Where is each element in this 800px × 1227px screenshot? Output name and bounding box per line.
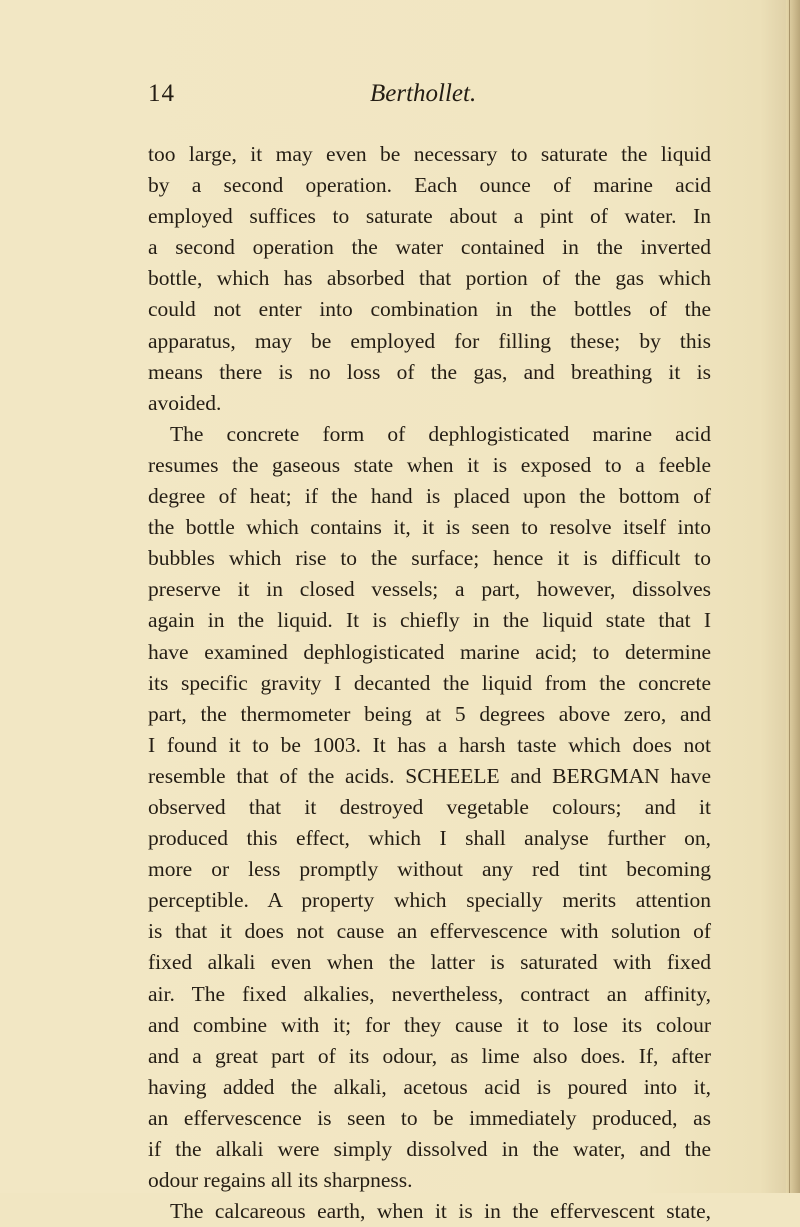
- text-line: apparatus, may be employed for filling these; by this: [148, 328, 711, 353]
- text-line: have examined dephlogisticated marine acid; to determine: [148, 639, 711, 664]
- text-line: if the alkali were simply dissolved in the water, and the: [148, 1137, 711, 1161]
- text-line: employed suffices to saturate about a pint of water. In: [148, 204, 711, 229]
- text-line: means there is no loss of the gas, and breathing it is: [148, 359, 711, 384]
- text-line: its specific gravity I decanted the liquid from the concrete: [148, 670, 711, 695]
- page-header: [148, 80, 708, 120]
- text-line: observed that it destroyed vegetable colours; and it: [148, 794, 711, 819]
- text-line: odour regains all its sharpness.: [148, 1168, 413, 1193]
- text-line: I found it to be 1003. It has a harsh taste which does not: [148, 732, 711, 757]
- text-line: the bottle which contains it, it is seen to resolve itself into: [148, 515, 711, 540]
- text-line: is that it does not cause an effervescence with solution of: [148, 919, 711, 944]
- text-line: having added the alkali, acetous acid is poured into it,: [148, 1074, 711, 1099]
- text-line: air. The fixed alkalies, nevertheless, contract an affinity,: [148, 981, 711, 1006]
- text-line: more or less promptly without any red tint becoming: [148, 857, 711, 882]
- text-line: bottle, which has absorbed that portion of the gas which: [148, 266, 711, 291]
- text-line: and a great part of its odour, as lime also does. If, after: [148, 1043, 711, 1068]
- text-line: preserve it in closed vessels; a part, however, dissolves: [148, 577, 711, 602]
- page-number: 14: [148, 80, 175, 107]
- text-line: and combine with it; for they cause it to lose its colour: [148, 1012, 711, 1037]
- text-line: resumes the gaseous state when it is exposed to a feeble: [148, 452, 711, 477]
- text-line: The concrete form of dephlogisticated marine acid: [170, 421, 711, 446]
- text-line: part, the thermometer being at 5 degrees above zero, and: [148, 701, 711, 726]
- text-line: again in the liquid. It is chiefly in the liquid state that I: [148, 608, 711, 633]
- text-line: could not enter into combination in the bottles of the: [148, 297, 711, 322]
- text-line: produced this effect, which I shall analyse further on,: [148, 826, 711, 851]
- text-line: degree of heat; if the hand is placed upon the bottom of: [148, 484, 711, 509]
- running-head: Berthollet.: [370, 80, 477, 107]
- text-line: fixed alkali even when the latter is saturated with fixed: [148, 950, 711, 975]
- text-line: too large, it may even be necessary to saturate the liquid: [148, 142, 711, 166]
- text-line: by a second operation. Each ounce of marine acid: [148, 173, 711, 198]
- text-line: The calcareous earth, when it is in the effervescent state,: [170, 1199, 711, 1224]
- page-edge-line: [789, 0, 790, 1193]
- text-line: an effervescence is seen to be immediately produced, as: [148, 1105, 711, 1130]
- text-line: bubbles which rise to the surface; hence it is difficult to: [148, 546, 711, 571]
- text-line: perceptible. A property which specially merits attention: [148, 888, 711, 913]
- text-line: avoided.: [148, 390, 222, 415]
- text-line: resemble that of the acids. SCHEELE and BERGMAN have: [148, 763, 711, 788]
- text-line: a second operation the water contained in the inverted: [148, 235, 711, 260]
- body-text: [148, 139, 711, 1227]
